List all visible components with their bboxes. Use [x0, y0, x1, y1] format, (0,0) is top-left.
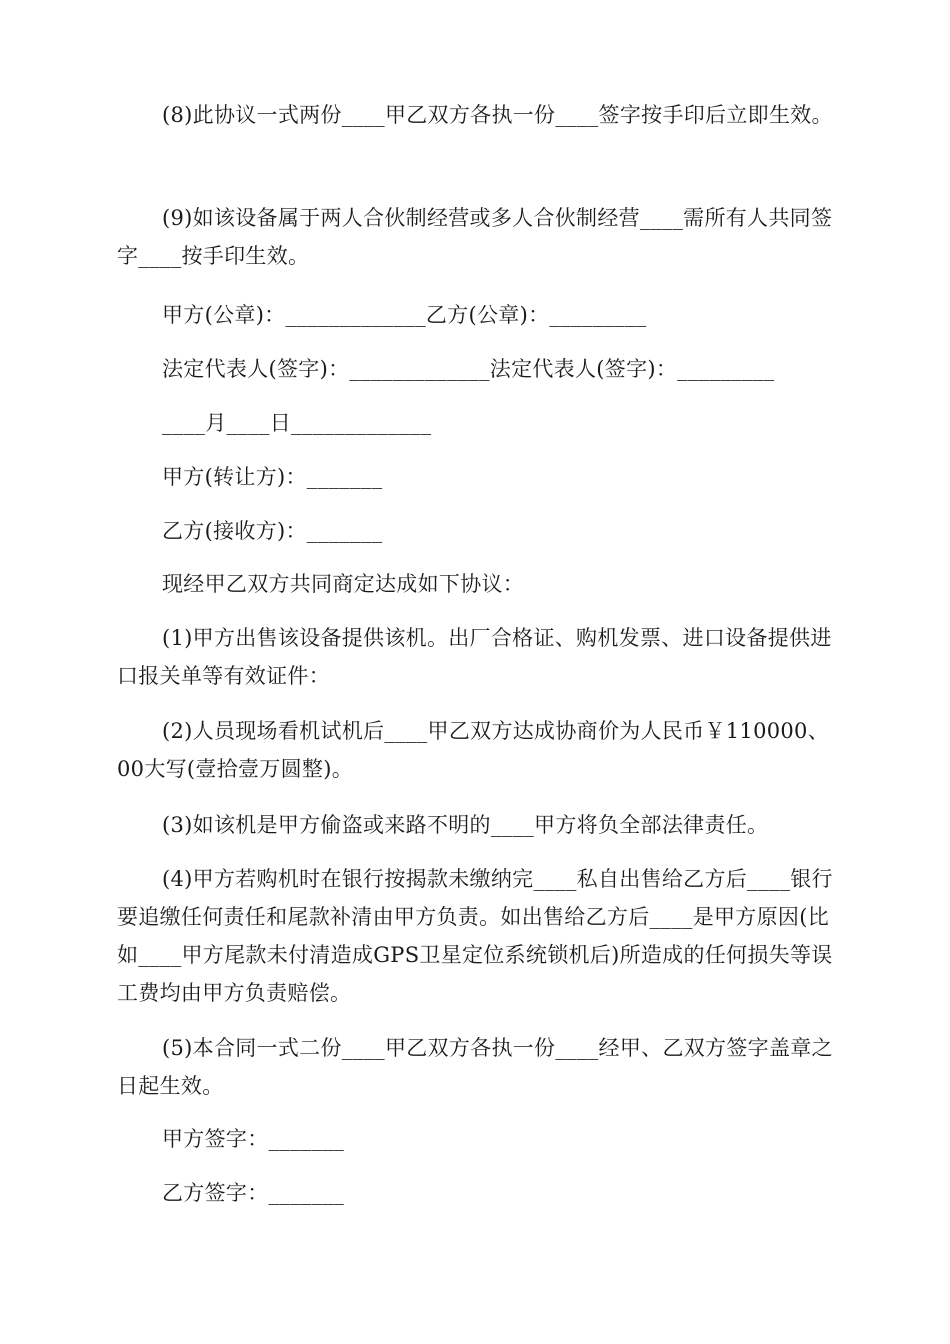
clause-4: (4)甲方若购机时在银行按揭款未缴纳完____私自出售给乙方后____银行要追缴任何责任和尾款补清由甲方负责。如出售给乙方后____是甲方原因(比如____甲方尾款未付清造成GPS卫星定位系统锁机后)所造成的任何损失等误工费均由甲方负责赔偿。 [117, 867, 833, 1005]
date-line: ____月____日_____________ [162, 411, 432, 435]
clause-3: (3)如该机是甲方偷盗或来路不明的____甲方将负全部法律责任。 [162, 813, 769, 837]
agreement-intro: 现经甲乙双方共同商定达成如下协议： [162, 572, 525, 596]
clause-2: (2)人员现场看机试机后____甲乙双方达成协商价为人民币￥110000、00大写(壹拾壹万圆整)。 [117, 719, 830, 781]
clause-9: (9)如该设备属于两人合伙制经营或多人合伙制经营____需所有人共同签字____按手印生效。 [117, 206, 833, 268]
party-b-signature-line: 乙方签字：_______ [162, 1181, 345, 1205]
party-a-signature-line: 甲方签字：_______ [162, 1127, 345, 1151]
clause-1: (1)甲方出售该设备提供该机。出厂合格证、购机发票、进口设备提供进口报关单等有效证件： [117, 626, 832, 688]
clause-5: (5)本合同一式二份____甲乙双方各执一份____经甲、乙双方签字盖章之日起生效。 [117, 1036, 833, 1098]
clause-8: (8)此协议一式两份____甲乙双方各执一份____签字按手印后立即生效。 [162, 103, 833, 127]
party-b-recipient-line: 乙方(接收方)：_______ [162, 519, 383, 543]
legal-representative-line: 法定代表人(签字)：_____________法定代表人(签字)：_________ [162, 357, 775, 381]
party-a-seal-line: 甲方(公章)：_____________乙方(公章)：_________ [162, 303, 647, 327]
party-a-transferor-line: 甲方(转让方)：_______ [162, 465, 383, 489]
